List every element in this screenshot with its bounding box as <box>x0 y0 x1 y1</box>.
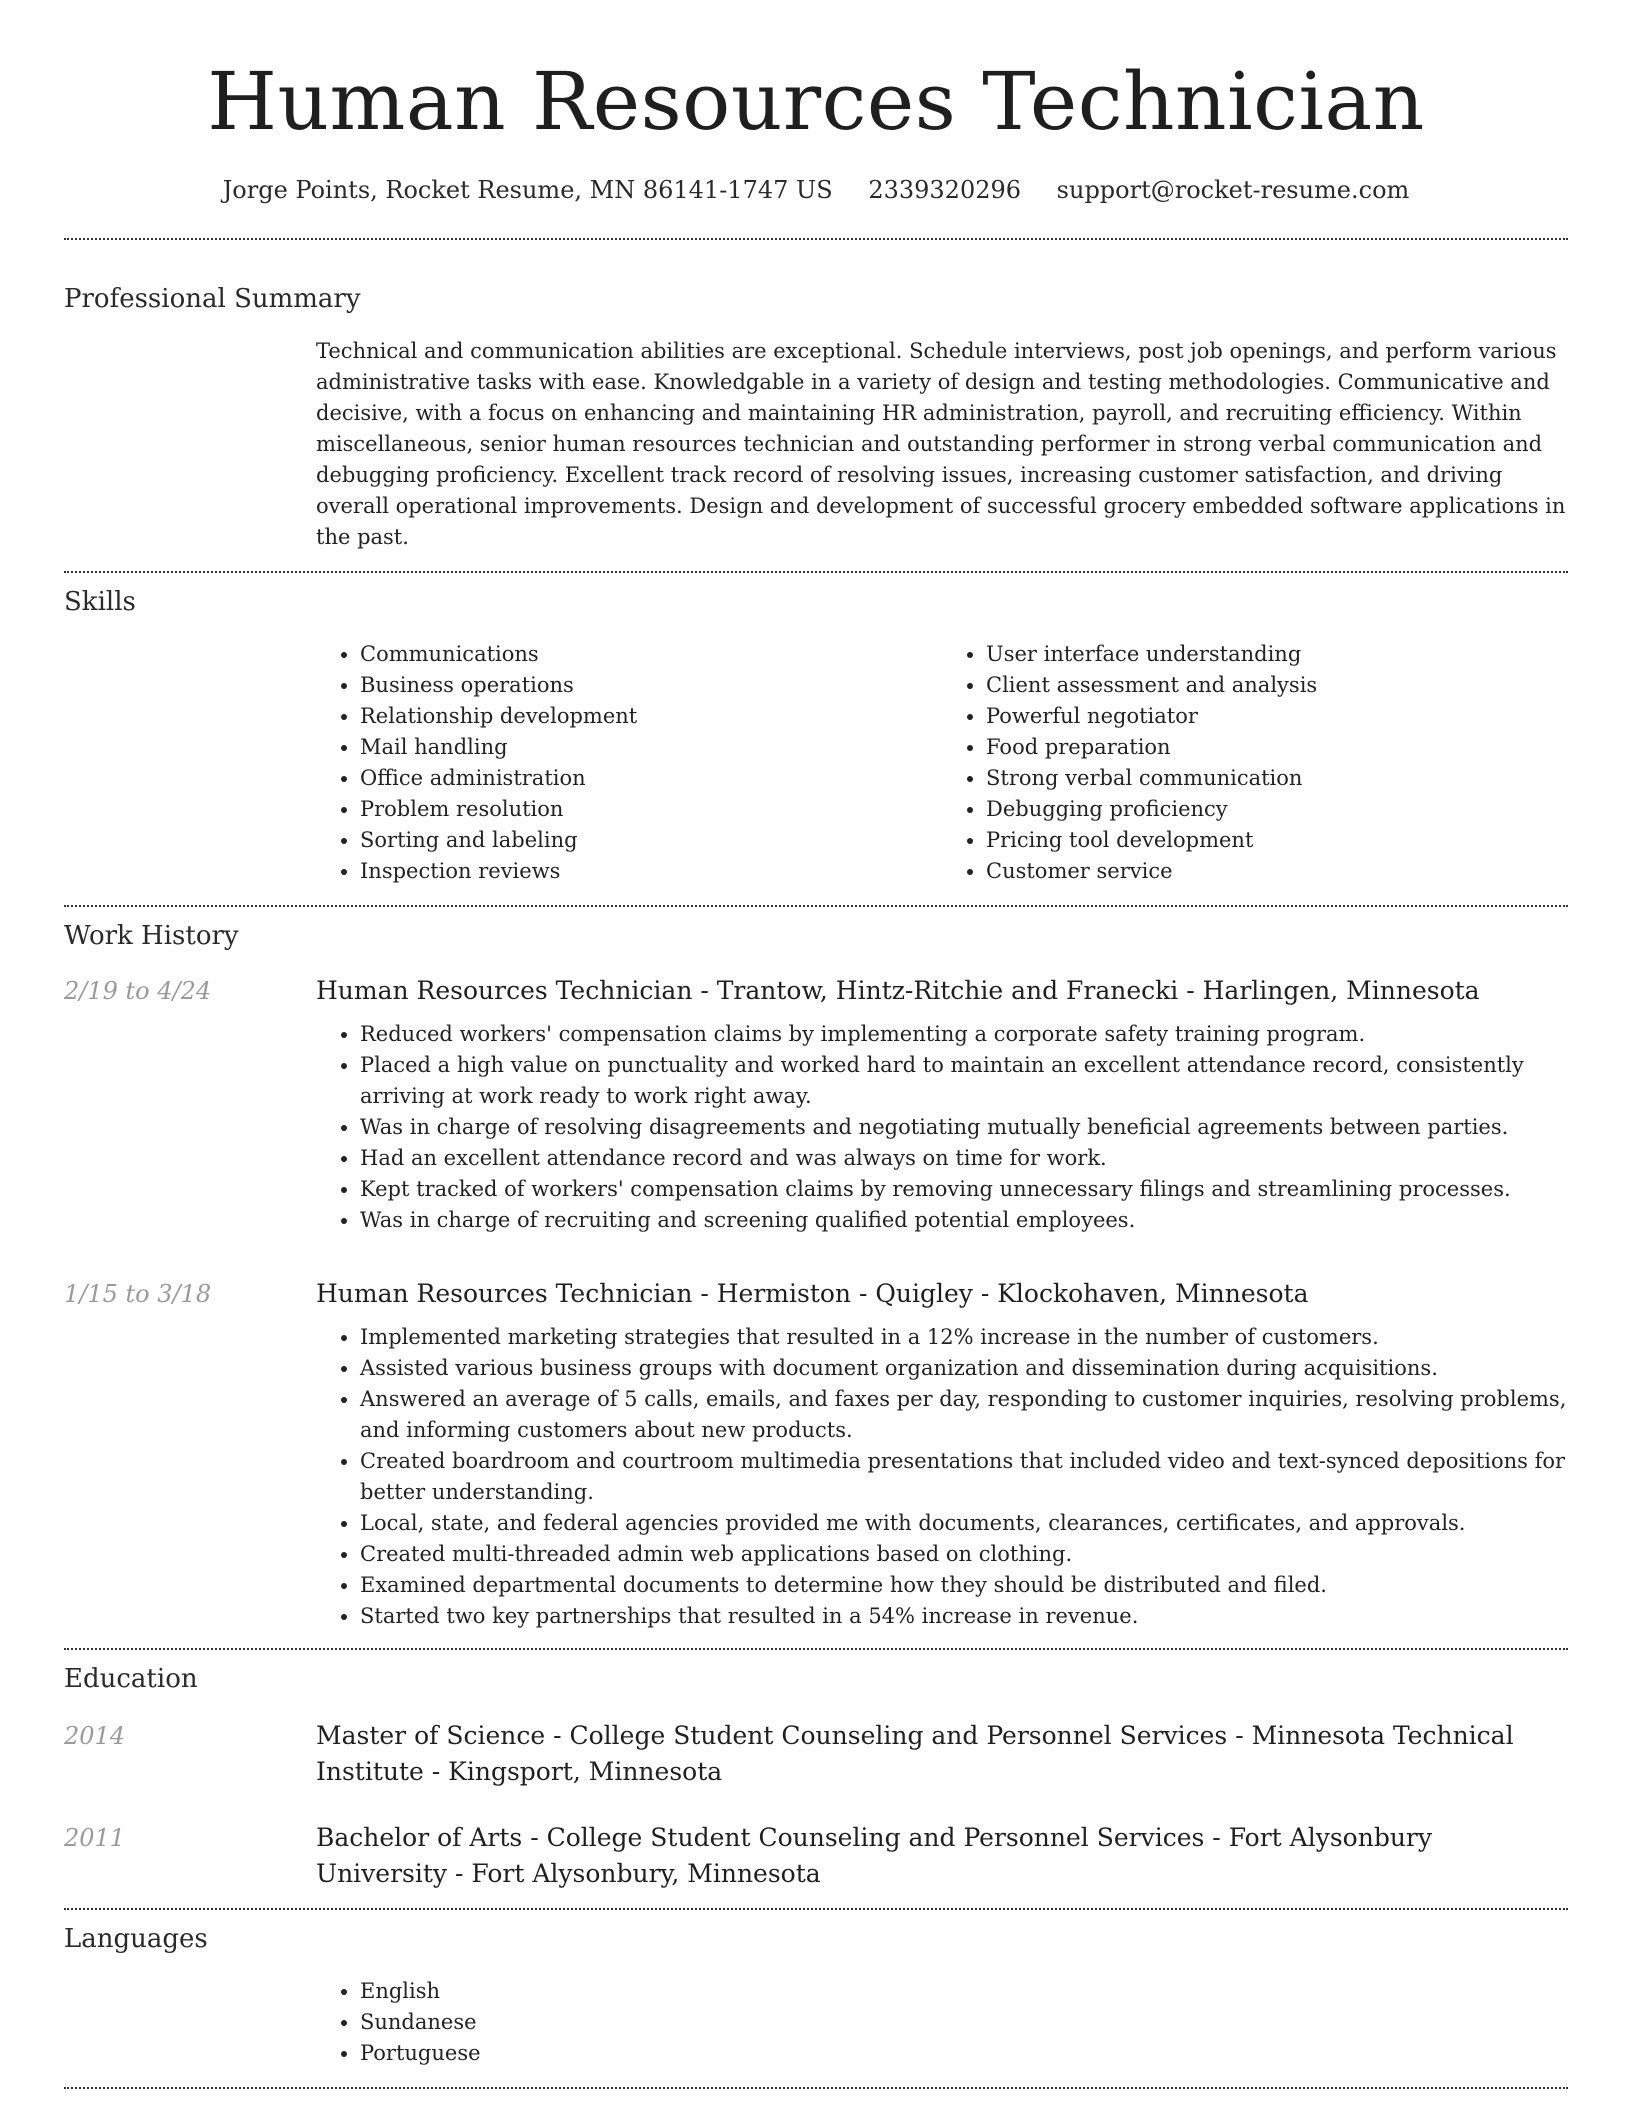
language-item: • English <box>360 1976 1568 2007</box>
job-bullet: • Was in charge of recruiting and screening qualified potential employees. <box>360 1205 1568 1236</box>
job-entry <box>64 973 1568 1236</box>
resume-title: Human Resources Technician <box>207 55 1425 148</box>
skill-item: • Powerful negotiator <box>986 701 1568 732</box>
languages-list <box>316 1976 1568 2069</box>
job-title: Human Resources Technician - Hermiston - Quigley - Klockohaven, Minnesota <box>316 1279 1309 1308</box>
education-date: 2014 <box>64 1722 126 1750</box>
job-bullet: • Had an excellent attendance record and was always on time for work. <box>360 1143 1568 1174</box>
skill-item: • Inspection reviews <box>360 856 942 887</box>
education-title: Master of Science - College Student Counseling and Personnel Services - Minnesota Technical Institute - Kingsport, Minnesota <box>316 1721 1514 1786</box>
job-bullets <box>316 1322 1568 1632</box>
education-entry <box>64 1718 1568 1790</box>
language-item: • Sundanese <box>360 2007 1568 2038</box>
job-bullet: • Assisted various business groups with document organization and dissemination during acquisitions. <box>360 1353 1568 1384</box>
contact-email: support@rocket-resume.com <box>1056 176 1410 204</box>
section-heading-education: Education <box>64 1664 198 1694</box>
job-bullet: • Was in charge of resolving disagreements and negotiating mutually beneficial agreements between parties. <box>360 1112 1568 1143</box>
skill-item: • Pricing tool development <box>986 825 1568 856</box>
skill-item: • Mail handling <box>360 732 942 763</box>
contact-address: Jorge Points, Rocket Resume, MN 86141-1747 US <box>222 176 833 204</box>
job-date: 2/19 to 4/24 <box>64 977 212 1005</box>
education-section <box>64 1650 1568 1908</box>
skill-item: • Sorting and labeling <box>360 825 942 856</box>
skills-list-left <box>316 639 942 887</box>
language-item: • Portuguese <box>360 2038 1568 2069</box>
section-heading-languages: Languages <box>64 1924 208 1954</box>
skill-item: • Food preparation <box>986 732 1568 763</box>
job-bullet: • Placed a high value on punctuality and worked hard to maintain an excellent attendance record, consistently arriving at work ready to work right away. <box>360 1050 1568 1112</box>
work-history-section <box>64 907 1568 1648</box>
job-bullet: • Kept tracked of workers' compensation claims by removing unnecessary filings and streamlining processes. <box>360 1174 1568 1205</box>
summary-text: Technical and communication abilities are exceptional. Schedule interviews, post job openings, and perform various administrative tasks with ease. Knowledgable in a variety of design and testing methodologies. Communicative and decisive, with a focus on enhancing and maintaining HR administration, payroll, and recruiting efficiency. Within miscellaneous, senior human resources technician and outstanding performer in strong verbal communication and debugging proficiency. Excellent track record of resolving issues, increasing customer satisfaction, and driving overall operational improvements. Design and development of successful grocery embedded software applications in the past. <box>316 339 1566 549</box>
job-bullet: • Implemented marketing strategies that resulted in a 12% increase in the number of customers. <box>360 1322 1568 1353</box>
summary-section <box>64 240 1568 571</box>
education-entry <box>64 1820 1568 1908</box>
skill-item: • Debugging proficiency <box>986 794 1568 825</box>
contact-line <box>64 174 1568 206</box>
job-bullet: • Created boardroom and courtroom multimedia presentations that included video and text-synced depositions for better understanding. <box>360 1446 1568 1508</box>
job-bullet: • Created multi-threaded admin web applications based on clothing. <box>360 1539 1568 1570</box>
education-date: 2011 <box>64 1824 126 1852</box>
skill-item: • Strong verbal communication <box>986 763 1568 794</box>
job-bullet: • Reduced workers' compensation claims by implementing a corporate safety training program. <box>360 1019 1568 1050</box>
skill-item: • User interface understanding <box>986 639 1568 670</box>
job-title: Human Resources Technician - Trantow, Hintz-Ritchie and Franecki - Harlingen, Minnesota <box>316 976 1480 1005</box>
skill-item: • Business operations <box>360 670 942 701</box>
skill-item: • Communications <box>360 639 942 670</box>
section-heading-skills: Skills <box>64 587 136 617</box>
job-entry <box>64 1276 1568 1648</box>
skills-list-right <box>942 639 1568 887</box>
skills-section <box>64 573 1568 905</box>
skill-item: • Office administration <box>360 763 942 794</box>
job-bullet: • Started two key partnerships that resulted in a 54% increase in revenue. <box>360 1601 1568 1632</box>
job-date: 1/15 to 3/18 <box>64 1280 212 1308</box>
job-bullet: • Answered an average of 5 calls, emails, and faxes per day, responding to customer inquiries, resolving problems, and informing customers about new products. <box>360 1384 1568 1446</box>
section-heading-summary: Professional Summary <box>64 284 361 314</box>
job-bullet: • Examined departmental documents to determine how they should be distributed and filed. <box>360 1570 1568 1601</box>
skill-item: • Client assessment and analysis <box>986 670 1568 701</box>
skill-item: • Customer service <box>986 856 1568 887</box>
section-heading-work: Work History <box>64 921 239 951</box>
job-bullet: • Local, state, and federal agencies provided me with documents, clearances, certificates, and approvals. <box>360 1508 1568 1539</box>
section-divider <box>64 2087 1568 2089</box>
skill-item: • Problem resolution <box>360 794 942 825</box>
contact-phone: 2339320296 <box>868 176 1022 204</box>
languages-section <box>64 1910 1568 2087</box>
skill-item: • Relationship development <box>360 701 942 732</box>
education-title: Bachelor of Arts - College Student Counseling and Personnel Services - Fort Alysonbury University - Fort Alysonbury, Minnesota <box>316 1823 1433 1888</box>
job-bullets <box>316 1019 1568 1236</box>
